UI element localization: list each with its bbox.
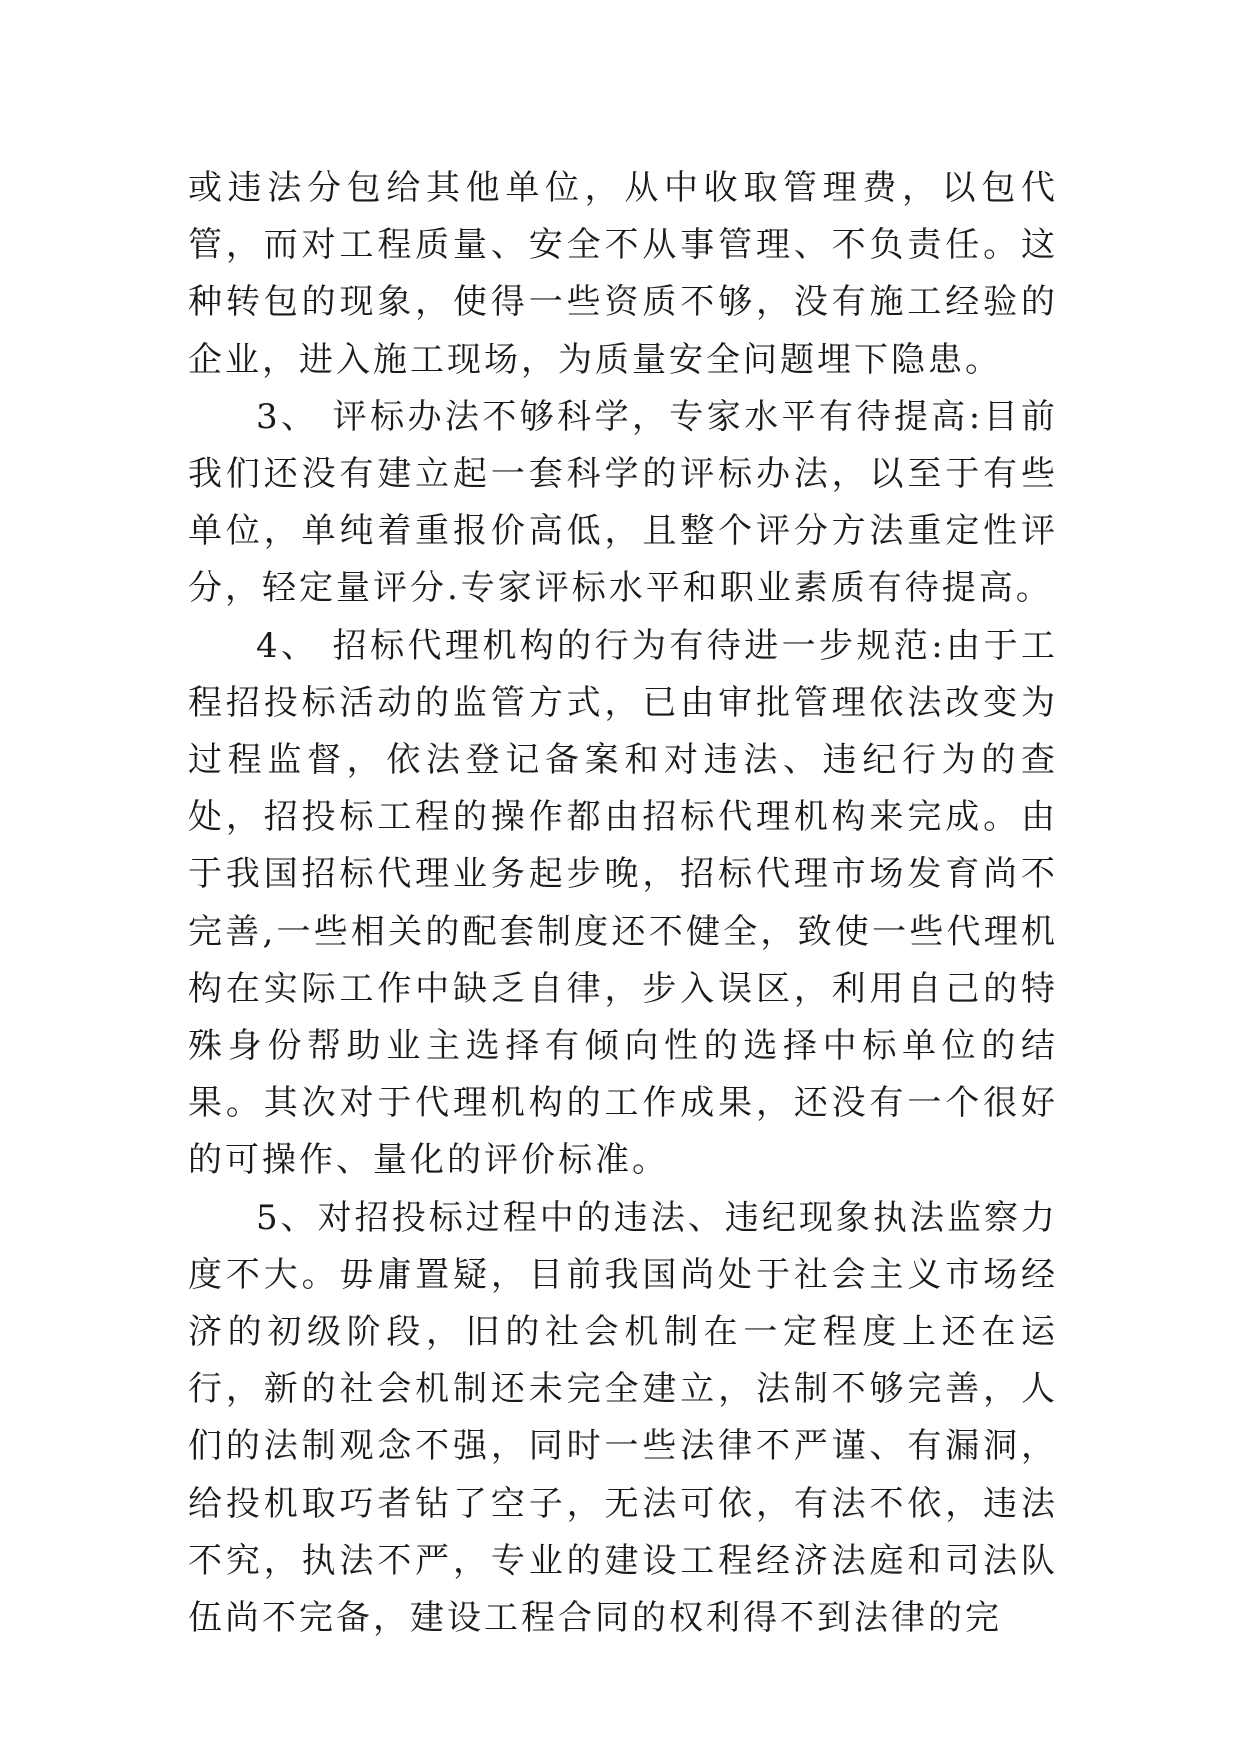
paragraph-subcontracting: 或违法分包给其他单位，从中收取管理费，以包代管，而对工程质量、安全不从事管理、不负责任。这种转包的现象，使得一些资质不够，没有施工经验的企业，进入施工现场，为质量安全问题埋下隐患。 (188, 168, 1058, 380)
paragraph-item-4-agency-conduct: 4、 招标代理机构的行为有待进一步规范:由于工程招投标活动的监管方式，已由审批管理依法改变为过程监督，依法登记备案和对违法、违纪行为的查处，招投标工程的操作都由招标代理机构来完成。由于我国招标代理业务起步晚，招标代理市场发育尚不完善,一些相关的配套制度还不健全，致使一些代理机构在实际工作中缺乏自律，步入误区，利用自己的特殊身份帮助业主选择有倾向性的选择中标单位的结果。其次对于代理机构的工作成果，还没有一个很好的可操作、量化的评价标准。 (188, 625, 1058, 1181)
paragraph-item-3-bid-evaluation: 3、 评标办法不够科学，专家水平有待提高:目前我们还没有建立起一套科学的评标办法，以至于有些单位，单纯着重报价高低，且整个评分方法重定性评分，轻定量评分.专家评标水平和职业素质有待提高。 (188, 396, 1058, 609)
document-body (188, 160, 1058, 1647)
paragraph-item-5-law-enforcement: 5、对招投标过程中的违法、违纪现象执法监察力度不大。毋庸置疑，目前我国尚处于社会主义市场经济的初级阶段，旧的社会机制在一定程度上还在运行，新的社会机制还未完全建立，法制不够完善，人们的法制观念不强，同时一些法律不严谨、有漏洞，给投机取巧者钻了空子，无法可依，有法不依，违法不究，执法不严，专业的建设工程经济法庭和司法队伍尚不完备，建设工程合同的权利得不到法律的完 (188, 1197, 1058, 1639)
